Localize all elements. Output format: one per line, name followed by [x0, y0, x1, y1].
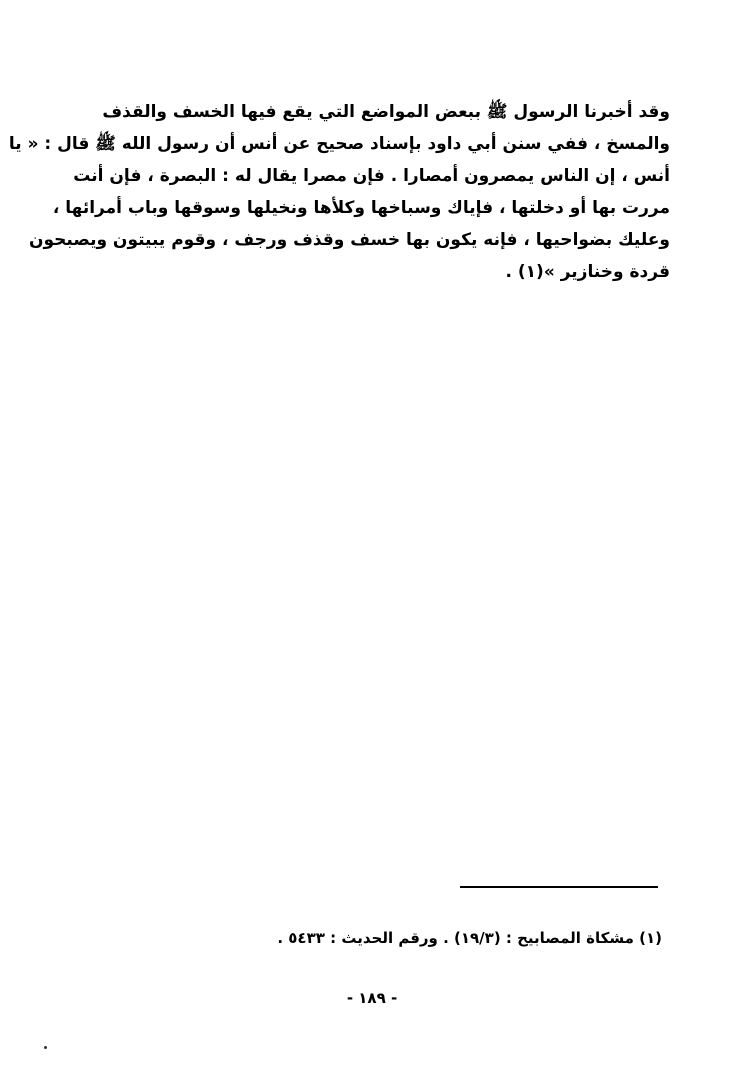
paragraph-line-2: والمسخ ، ففي سنن أبي داود بإسناد صحيح عن أنس أن رسول الله ﷺ قال : « يا [8, 134, 670, 154]
main-paragraph [8, 96, 670, 288]
paragraph-line-6: قردة وخنازير »(١) . [505, 262, 670, 282]
paragraph-line-3: أنس ، إن الناس يمصرون أمصارا . فإن مصرا يقال له : البصرة ، فإن أنت [73, 166, 670, 186]
paragraph-line-4: مررت بها أو دخلتها ، فإياك وسباخها وكلأها ونخيلها وسوقها وباب أمرائها ، [52, 198, 670, 218]
footnote: (١) مشكاة المصابيح : (١٩/٣) . ورقم الحديث : ٥٤٣٣ . [277, 929, 662, 947]
paragraph-line-5: وعليك بضواحيها ، فإنه يكون بها خسف وقذف ورجف ، وقوم يبيتون ويصبحون [28, 230, 670, 250]
page-number: - ١٨٩ - [346, 989, 398, 1007]
paragraph-line-1: وقد أخبرنا الرسول ﷺ ببعض المواضع التي يقع فيها الخسف والقذف [102, 102, 670, 122]
footnote-separator [460, 886, 658, 888]
scan-speck [44, 1046, 47, 1049]
